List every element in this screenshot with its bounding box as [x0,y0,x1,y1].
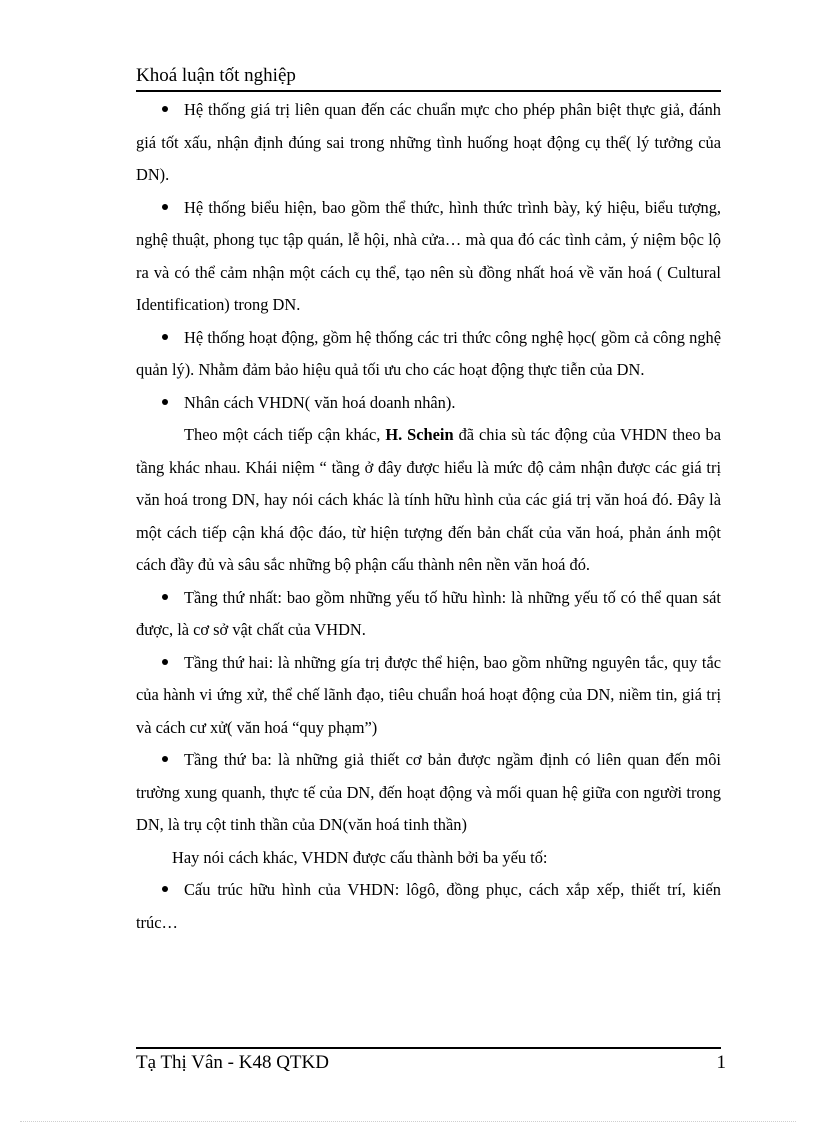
bullet-icon [162,334,168,340]
author-name: H. Schein [385,425,454,444]
running-header: Khoá luận tốt nghiệp [136,65,296,86]
running-footer [136,1051,726,1075]
bullet-icon [162,399,168,405]
paragraph-text: Cấu trúc hữu hình của VHDN: lôgô, đồng phục, cách xắp xếp, thiết trí, kiến trúc… [136,880,721,932]
paragraph-text: Tầng thứ hai: là những gía trị được thể hiện, bao gồm những nguyên tắc, quy tắc của hành vi ứng xử, thể chế lãnh đạo, tiêu chuẩn hoá hoạt động của DN, niềm tin, giá trị và cách cư xử( văn hoá “quy phạm”) [136,652,721,737]
bullet-paragraph [136,744,721,842]
footer-rule [136,1047,721,1049]
paragraph-text: Hệ thống hoạt động, gồm hệ thống các tri thức công nghệ học( gồm cả công nghệ quản lý). Nhằm đảm bảo hiệu quả tối ưu cho các hoạt động thực tiễn của DN. [136,327,721,379]
bullet-icon [162,106,168,112]
paragraph-text: Hay nói cách khác, VHDN được cấu thành bởi ba yếu tố: [172,847,548,867]
paragraph-text: Tầng thứ nhất: bao gồm những yếu tố hữu hình: là những yếu tố có thể quan sát được, là cơ sở vật chất của VHDN. [136,587,721,639]
bullet-icon [162,594,168,600]
paragraph-text: Tầng thứ ba: là những giả thiết cơ bản được ngầm định có liên quan đến môi trường xung quanh, thực tế của DN, đến hoạt động và mối quan hệ giữa con người trong DN, là trụ cột tinh thần của DN(văn hoá tinh thần) [136,750,721,834]
paragraph-text: Nhân cách VHDN( văn hoá doanh nhân). [184,392,456,412]
bullet-paragraph [136,322,721,387]
page-number: 1 [716,1052,726,1073]
bullet-icon [162,659,168,665]
paragraph-text: Hệ thống giá trị liên quan đến các chuẩn mực cho phép phân biệt thực giả, đánh giá tốt xấu, nhận định đúng sai trong những tình huống hoạt động cụ thể( lý tưởng của DN). [136,100,721,184]
bullet-paragraph [136,387,721,420]
bullet-icon [162,204,168,210]
bullet-paragraph [136,647,721,745]
page-edge [20,1121,796,1122]
header-rule [136,90,721,92]
body-paragraph [136,842,721,875]
bullet-icon [162,756,168,762]
paragraph-text: Hệ thống biểu hiện, bao gồm thể thức, hình thức trình bày, ký hiệu, biểu tượng, nghệ thuật, phong tục tập quán, lễ hội, nhà cửa… mà qua đó các tình cảm, ý niệm bộc lộ ra và có thể cảm nhận một cách cụ thể, tạo nên sù đồng nhất hoá về văn hoá ( Cultural Identification) trong DN. [136,197,721,314]
body-paragraph [136,419,721,582]
footer-author: Tạ Thị Vân - K48 QTKD [136,1052,329,1073]
paragraph-text: đã chia sù tác động của VHDN theo ba tầng khác nhau. Khái niệm “ tầng ở đây được hiểu là mức độ cảm nhận được các giá trị văn hoá trong DN, hay nói cách khác là tính hữu hình của các giá trị văn hoá đó. Đây là một cách tiếp cận khá độc đáo, từ hiện tượng đến bản chất của văn hoá, phản ánh một cách đầy đủ và sâu sắc những bộ phận cấu thành nên nền văn hoá đó. [136,425,721,574]
paragraph-text: Theo một cách tiếp cận khác, [184,425,386,444]
body-text [136,94,721,939]
bullet-paragraph [136,192,721,322]
bullet-paragraph [136,582,721,647]
bullet-paragraph [136,874,721,939]
bullet-icon [162,886,168,892]
bullet-paragraph [136,94,721,192]
